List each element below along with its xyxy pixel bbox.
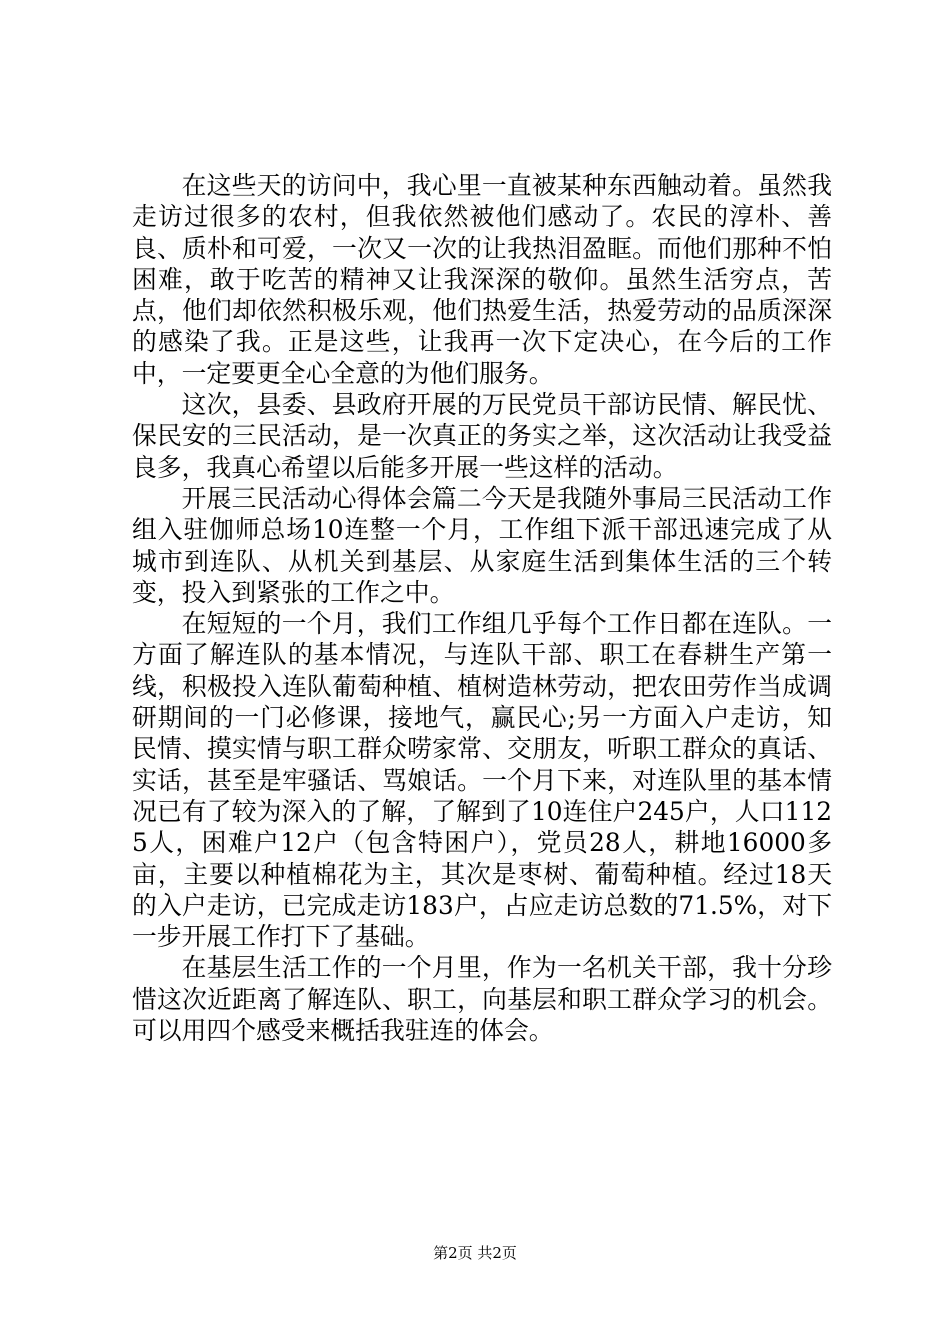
page-footer: 第2页 共2页: [433, 1244, 517, 1262]
paragraph-4: 在短短的一个月，我们工作组几乎每个工作日都在连队。一方面了解连队的基本情况，与连队干部、职工在春耕生产第一线，积极投入连队葡萄种植、植树造林劳动，把农田劳作当成调研期间的一门必修课，接地气，赢民心;另一方面入户走访，知民情、摸实情与职工群众唠家常、交朋友，听职工群众的真话、实话，甚至是牢骚话、骂娘话。一个月下来，对连队里的基本情况已有了较为深入的了解，了解到了10连住户245户，人口1125人，困难户12户（包含特困户），党员28人，耕地16000多亩，主要以种植棉花为主，其次是枣树、葡萄种植。经过18天的入户走访，已完成走访183户，占应走访总数的71.5%，对下一步开展工作打下了基础。: [132, 609, 832, 952]
paragraph-3: 开展三民活动心得体会篇二今天是我随外事局三民活动工作组入驻伽师总场10连整一个月，工作组下派干部迅速完成了从城市到连队、从机关到基层、从家庭生活到集体生活的三个转变，投入到紧张的工作之中。: [132, 483, 832, 607]
paragraph-5: 在基层生活工作的一个月里，作为一名机关干部，我十分珍惜这次近距离了解连队、职工，向基层和职工群众学习的机会。可以用四个感受来概括我驻连的体会。: [132, 953, 832, 1046]
document-body: [132, 170, 832, 1046]
paragraph-1: 在这些天的访问中，我心里一直被某种东西触动着。虽然我走访过很多的农村，但我依然被他们感动了。农民的淳朴、善良、质朴和可爱，一次又一次的让我热泪盈眶。而他们那种不怕困难，敢于吃苦的精神又让我深深的敬仰。虽然生活穷点，苦点，他们却依然积极乐观，他们热爱生活，热爱劳动的品质深深的感染了我。正是这些，让我再一次下定决心，在今后的工作中，一定要更全心全意的为他们服务。: [132, 171, 832, 388]
paragraph-2: 这次，县委、县政府开展的万民党员干部访民情、解民忧、保民安的三民活动，是一次真正的务实之举，这次活动让我受益良多，我真心希望以后能多开展一些这样的活动。: [132, 390, 832, 482]
